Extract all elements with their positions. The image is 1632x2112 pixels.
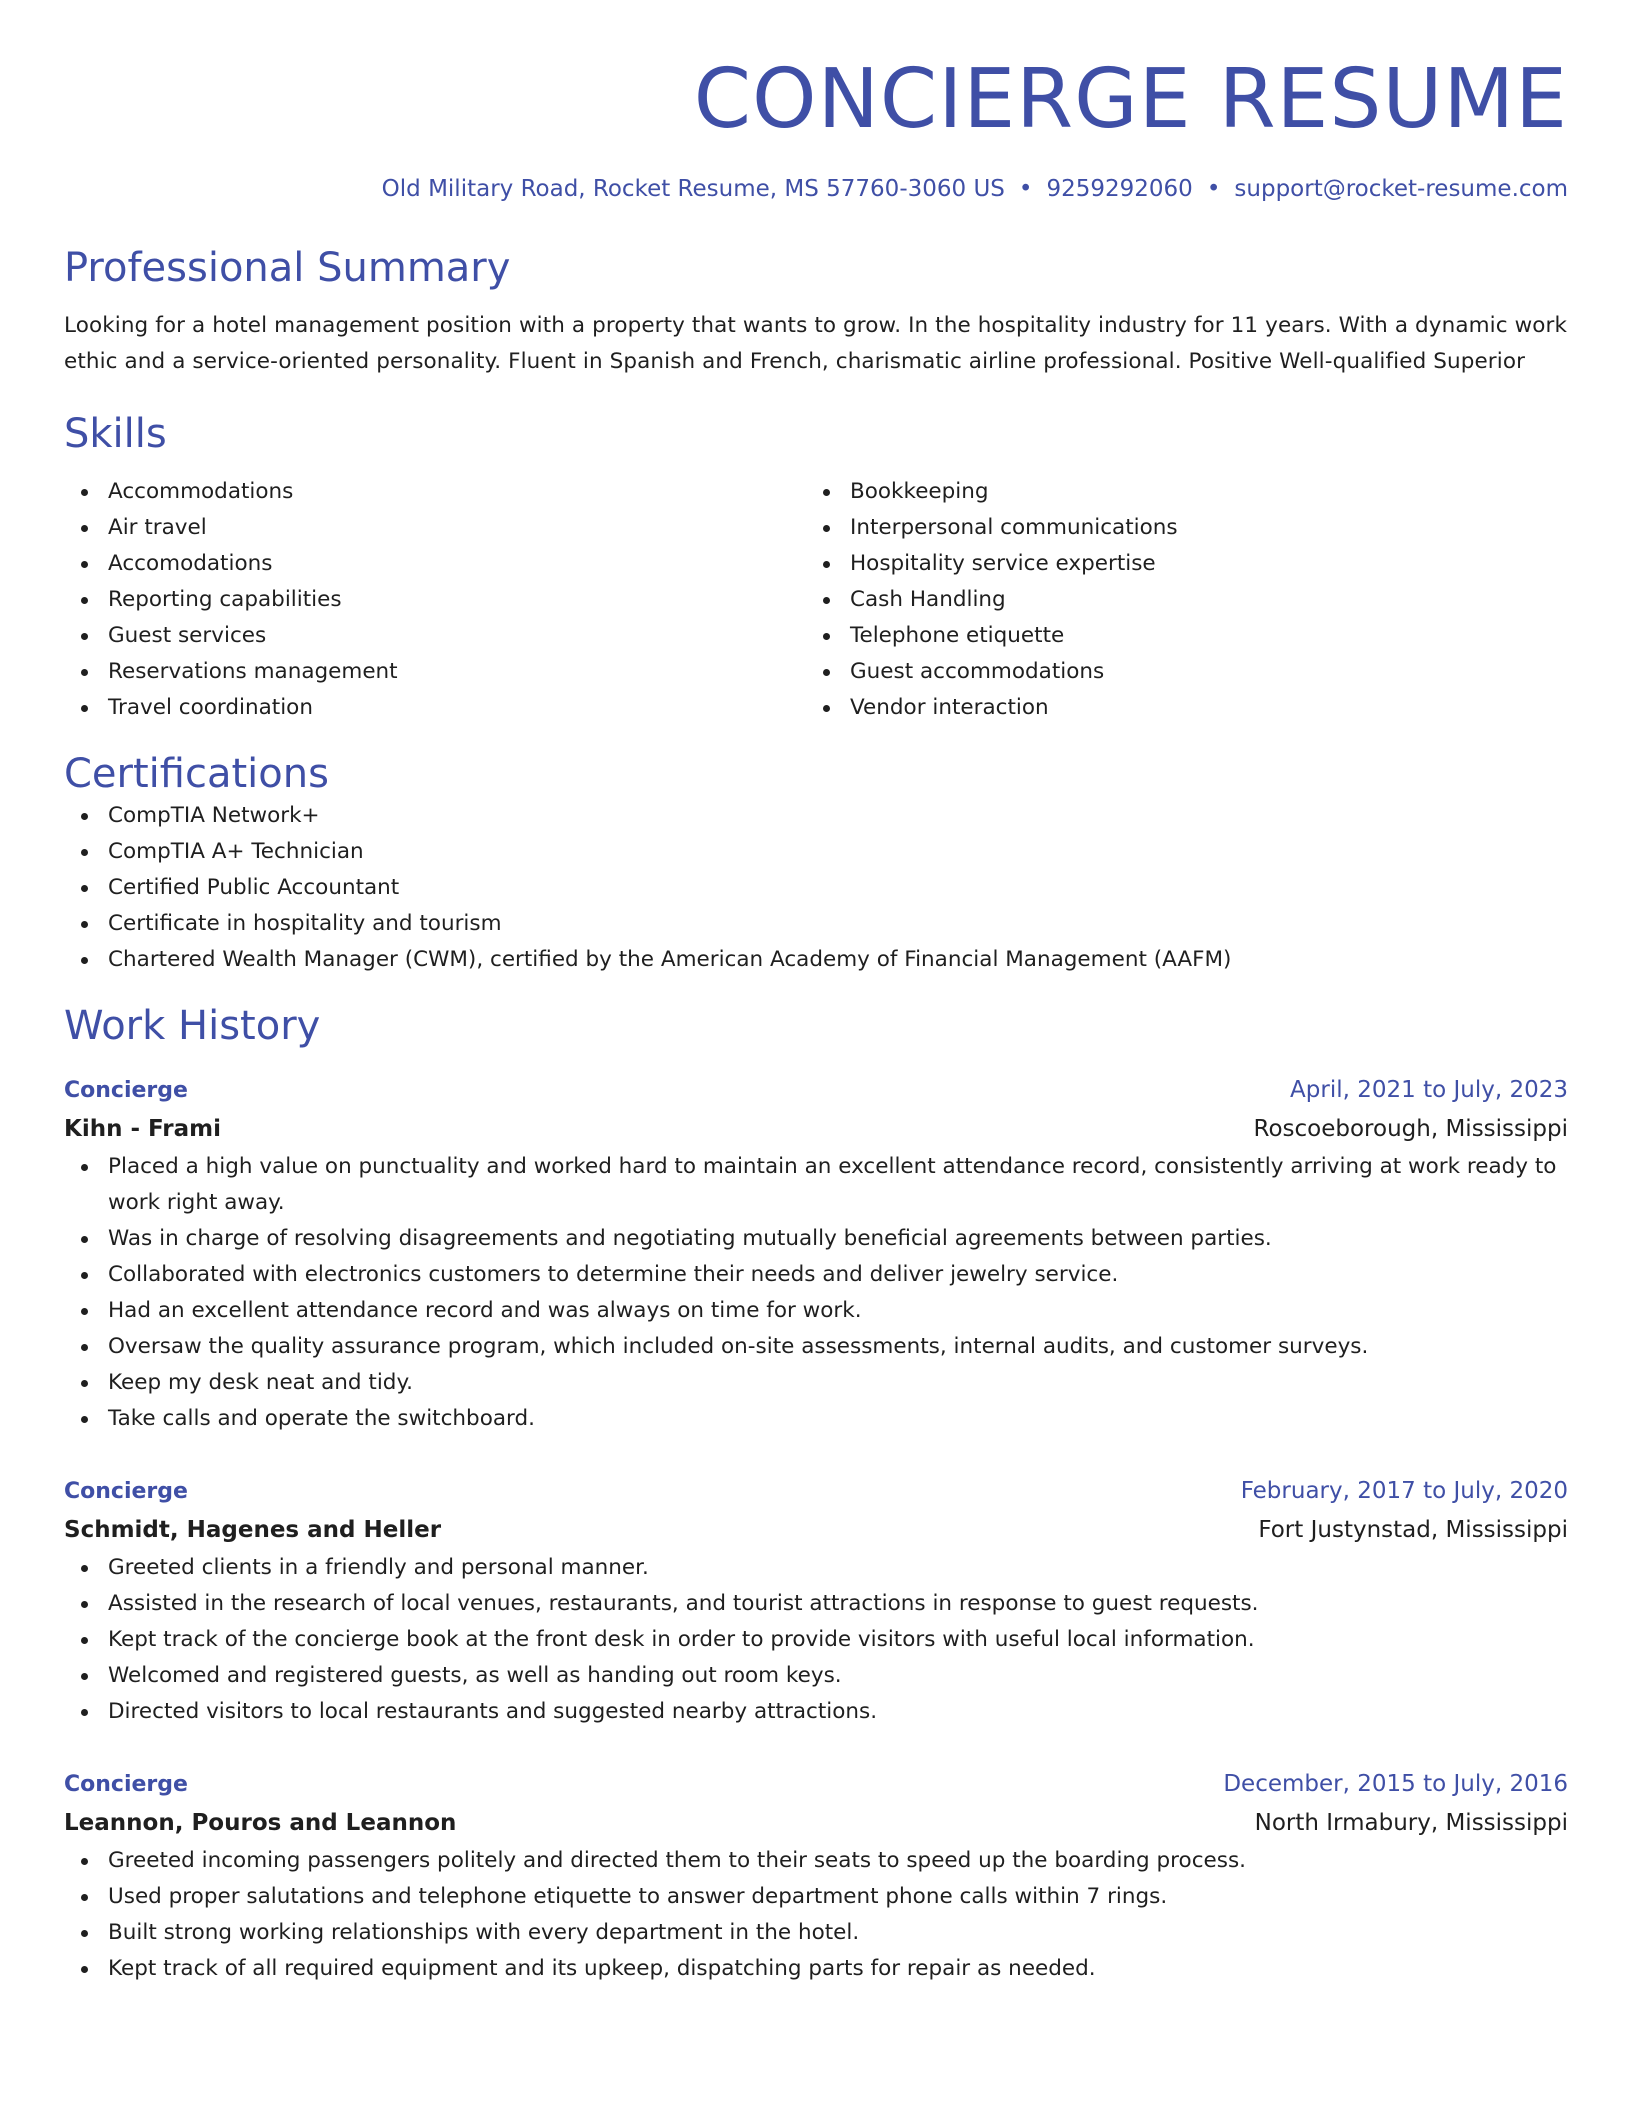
- job-company-row: [64, 1109, 1568, 1149]
- resume-page: [64, 0, 1568, 1987]
- job-dates: April, 2021 to July, 2023: [1290, 1077, 1568, 1103]
- job-duty: Directed visitors to local restaurants and suggested nearby attractions.: [64, 1694, 1568, 1730]
- job-location: Roscoeborough, Mississippi: [1253, 1116, 1568, 1142]
- job-duty: Built strong working relationships with every department in the hotel.: [64, 1915, 1568, 1951]
- job-title: Concierge: [64, 1078, 188, 1103]
- contact-separator: •: [1018, 176, 1033, 202]
- job-duty: Was in charge of resolving disagreements and negotiating mutually beneficial agreements between parties.: [64, 1221, 1568, 1257]
- certification-item: Certified Public Accountant: [64, 870, 1568, 906]
- job-company-row: [64, 1510, 1568, 1550]
- job-duties-list: [64, 1843, 1568, 1987]
- job-duty: Oversaw the quality assurance program, which included on-site assessments, internal audits, and customer surveys.: [64, 1329, 1568, 1365]
- contact-email: support@rocket-resume.com: [1234, 176, 1568, 202]
- job-entry: [64, 1072, 1568, 1437]
- certifications-heading: Certifications: [64, 751, 329, 797]
- contact-address: Old Military Road, Rocket Resume, MS 57760-3060 US: [381, 176, 1005, 202]
- skill-item: Guest services: [64, 618, 806, 654]
- certification-item: Certificate in hospitality and tourism: [64, 906, 1568, 942]
- skills-grid: [64, 474, 1568, 726]
- work-history-section: [64, 1002, 1568, 1987]
- job-duties-list: [64, 1149, 1568, 1437]
- job-title-row: [64, 1766, 1568, 1803]
- job-duties-list: [64, 1550, 1568, 1730]
- certifications-list: [64, 798, 1568, 978]
- job-company: Leannon, Pouros and Leannon: [64, 1810, 457, 1836]
- resume-header: [64, 0, 1568, 202]
- summary-text: Looking for a hotel management position with a property that wants to grow. In the hospitality industry for 11 years. With a dynamic work ethic and a service-oriented personality. Fluent in Spanish and French, charismatic airline professional. Positive Well-qualified Superior: [64, 313, 1568, 374]
- job-duty: Greeted clients in a friendly and personal manner.: [64, 1550, 1568, 1586]
- job-title: Concierge: [64, 1772, 188, 1797]
- job-title-row: [64, 1473, 1568, 1510]
- skill-item: Hospitality service expertise: [806, 546, 1548, 582]
- skill-item: Cash Handling: [806, 582, 1548, 618]
- skill-item: Guest accommodations: [806, 654, 1548, 690]
- summary-heading: Professional Summary: [64, 245, 511, 291]
- skill-item: Telephone etiquette: [806, 618, 1548, 654]
- skill-item: Reservations management: [64, 654, 806, 690]
- job-dates: February, 2017 to July, 2020: [1240, 1478, 1568, 1504]
- skill-item: Bookkeeping: [806, 474, 1548, 510]
- job-duty: Greeted incoming passengers politely and directed them to their seats to speed up the boarding process.: [64, 1843, 1568, 1879]
- job-duty: Collaborated with electronics customers to determine their needs and deliver jewelry service.: [64, 1257, 1568, 1293]
- skill-item: Interpersonal communications: [806, 510, 1548, 546]
- job-duty: Keep my desk neat and tidy.: [64, 1365, 1568, 1401]
- contact-line: [64, 176, 1568, 202]
- work-history-heading: Work History: [64, 1003, 321, 1049]
- job-duty: Used proper salutations and telephone etiquette to answer department phone calls within 7 rings.: [64, 1879, 1568, 1915]
- job-duty: Take calls and operate the switchboard.: [64, 1401, 1568, 1437]
- job-company: Schmidt, Hagenes and Heller: [64, 1517, 442, 1543]
- contact-separator: •: [1206, 176, 1221, 202]
- skill-item: Air travel: [64, 510, 806, 546]
- certification-item: Chartered Wealth Manager (CWM), certified by the American Academy of Financial Management (AAFM): [64, 942, 1568, 978]
- skill-item: Accommodations: [64, 474, 806, 510]
- certifications-section: [64, 750, 1568, 978]
- job-company-row: [64, 1803, 1568, 1843]
- job-location: North Irmabury, Mississippi: [1254, 1810, 1568, 1836]
- job-location: Fort Justynstad, Mississippi: [1258, 1517, 1568, 1543]
- job-duty: Placed a high value on punctuality and worked hard to maintain an excellent attendance record, consistently arriving at work ready to work right away.: [64, 1149, 1568, 1221]
- job-duty: Kept track of all required equipment and its upkeep, dispatching parts for repair as needed.: [64, 1951, 1568, 1987]
- job-duty: Kept track of the concierge book at the front desk in order to provide visitors with useful local information.: [64, 1622, 1568, 1658]
- certification-item: CompTIA Network+: [64, 798, 1568, 834]
- contact-phone: 9259292060: [1046, 176, 1193, 202]
- skills-list-right: [806, 474, 1548, 726]
- job-title-row: [64, 1072, 1568, 1109]
- job-entry: [64, 1766, 1568, 1987]
- job-duty: Welcomed and registered guests, as well as handing out room keys.: [64, 1658, 1568, 1694]
- certification-item: CompTIA A+ Technician: [64, 834, 1568, 870]
- job-title: Concierge: [64, 1479, 188, 1504]
- summary-section: [64, 244, 1568, 380]
- skills-section: [64, 410, 1568, 726]
- skill-item: Vendor interaction: [806, 690, 1548, 726]
- skills-list-left: [64, 474, 806, 726]
- skill-item: Accomodations: [64, 546, 806, 582]
- job-duty: Assisted in the research of local venues, restaurants, and tourist attractions in response to guest requests.: [64, 1586, 1568, 1622]
- skill-item: Reporting capabilities: [64, 582, 806, 618]
- resume-name: CONCIERGE RESUME: [693, 52, 1568, 147]
- job-company: Kihn - Frami: [64, 1116, 221, 1142]
- job-duty: Had an excellent attendance record and was always on time for work.: [64, 1293, 1568, 1329]
- skills-heading: Skills: [64, 411, 167, 457]
- job-dates: December, 2015 to July, 2016: [1223, 1771, 1568, 1797]
- skill-item: Travel coordination: [64, 690, 806, 726]
- job-entry: [64, 1473, 1568, 1730]
